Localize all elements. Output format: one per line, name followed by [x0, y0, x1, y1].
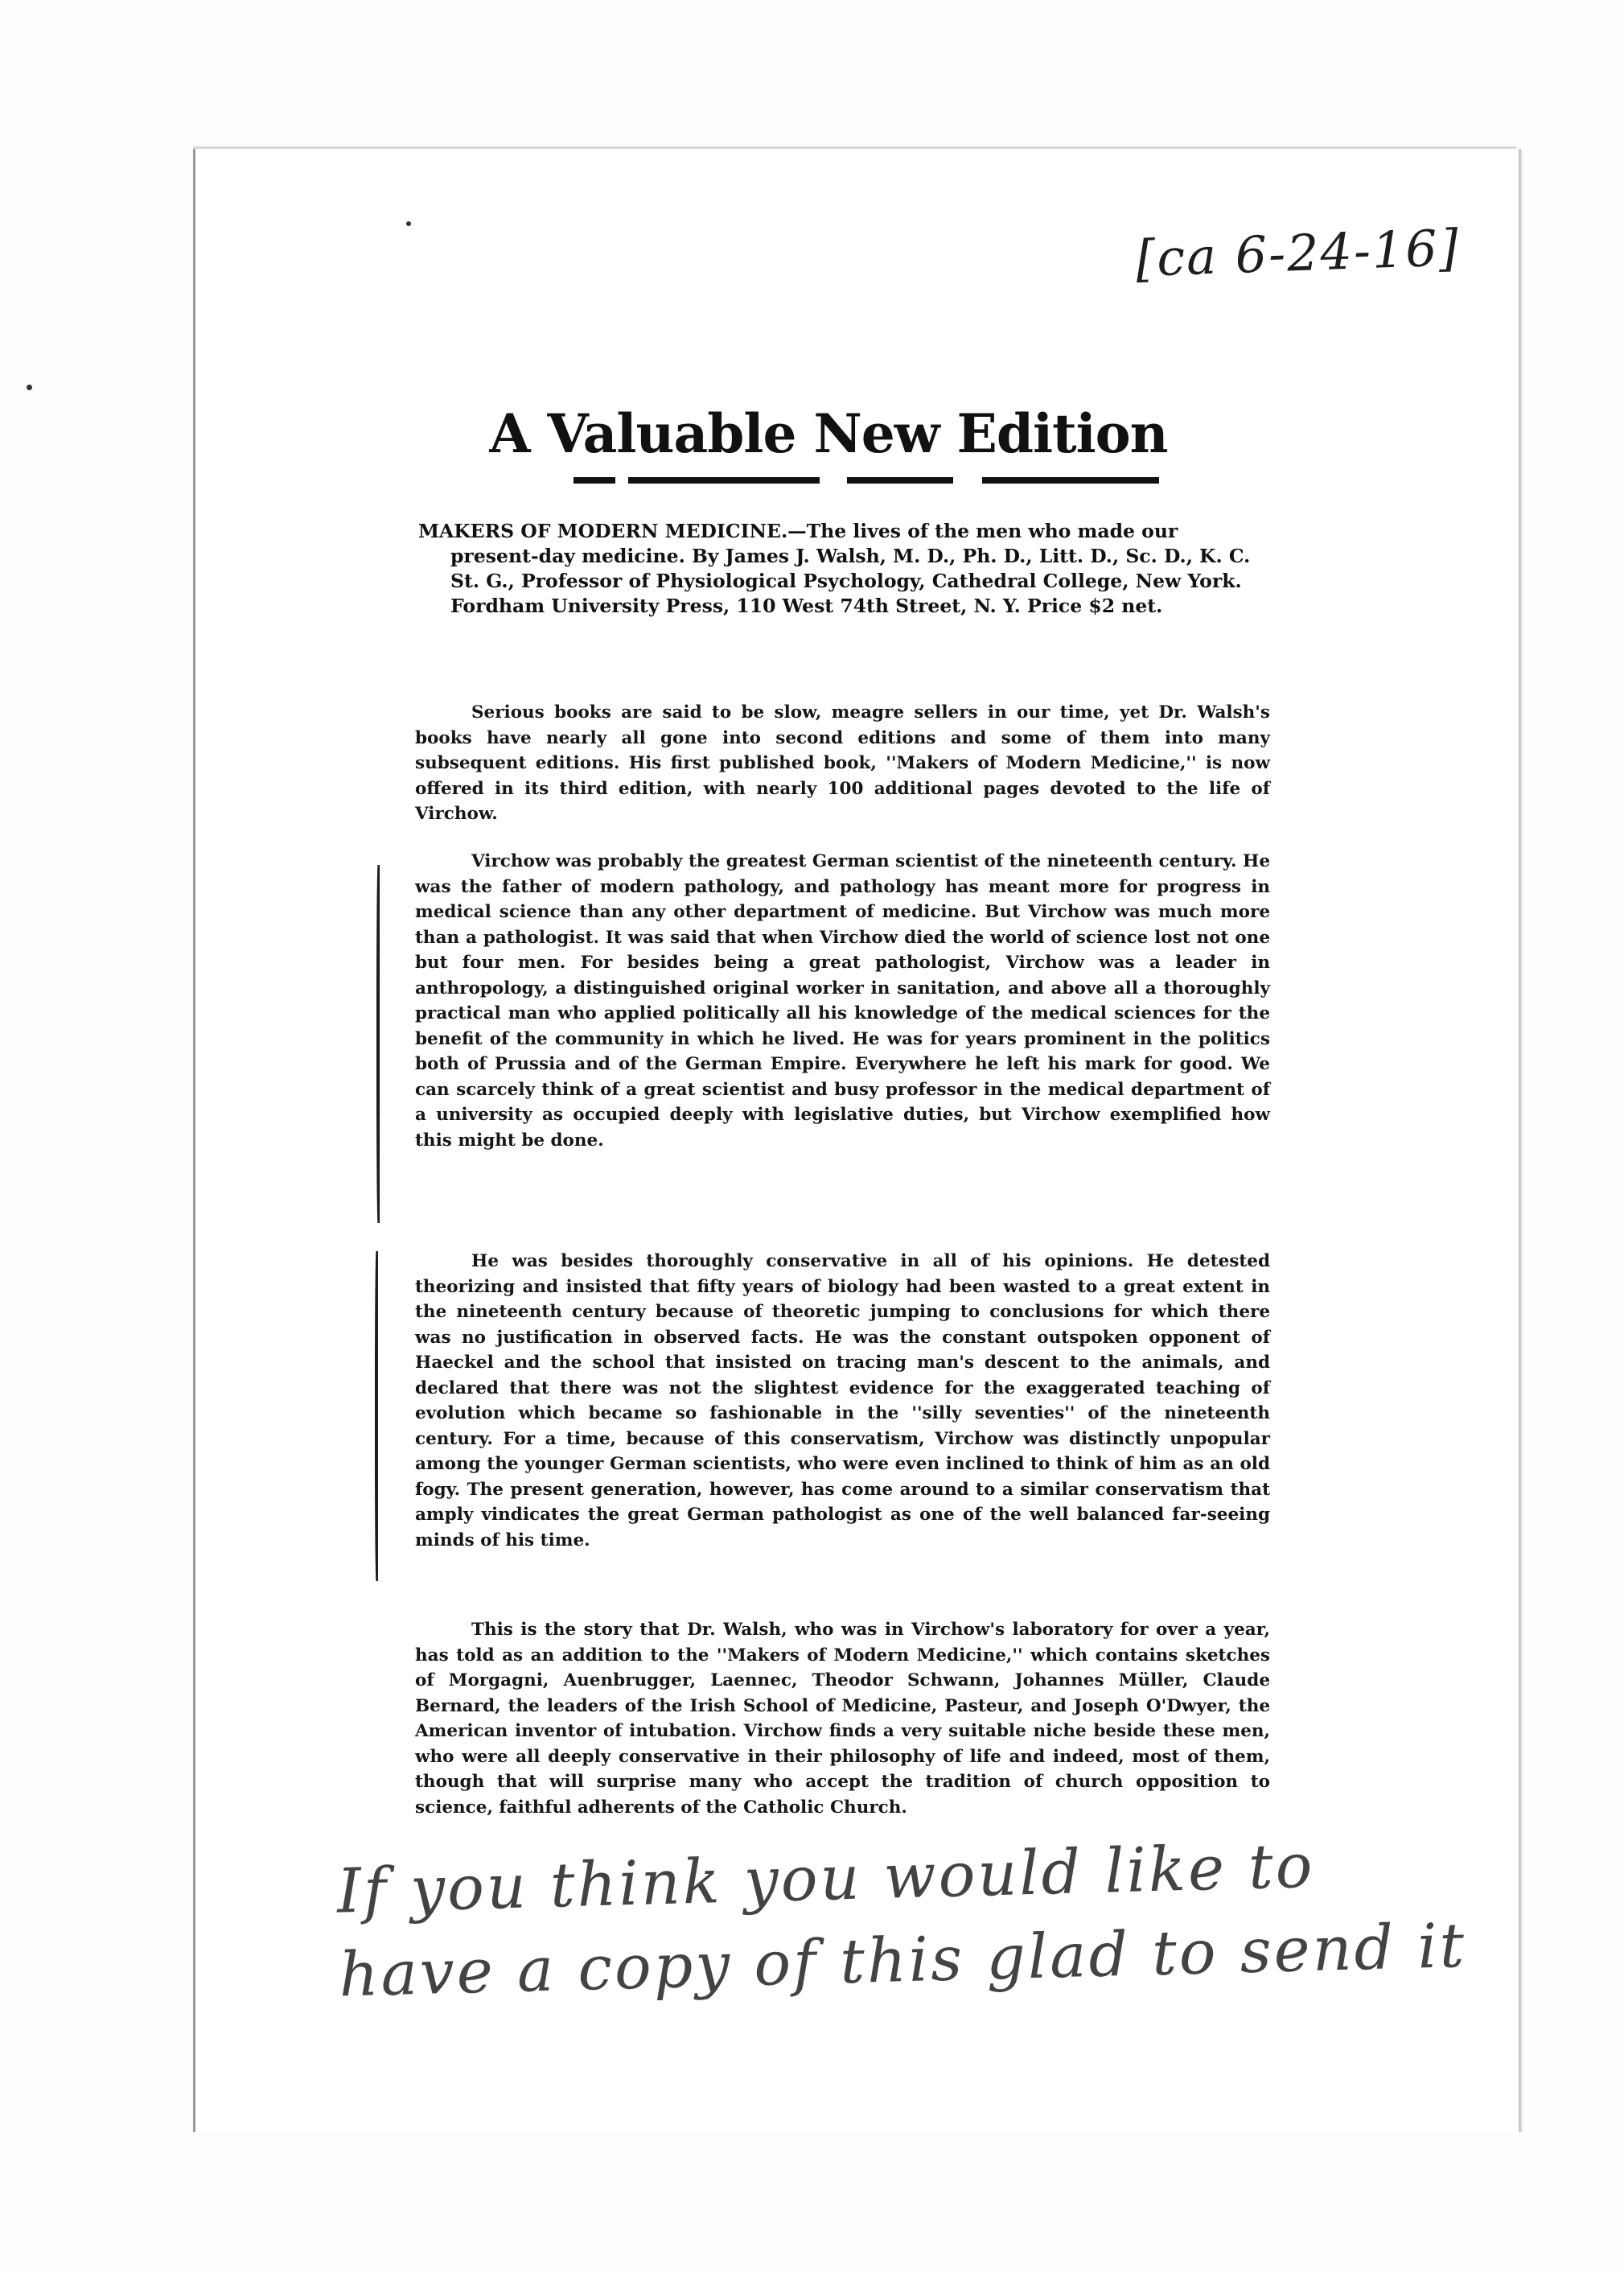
paragraph: This is the story that Dr. Walsh, who was in Virchow's laboratory for over a year, has told as an addition to the ''Makers of Modern Medicine,'' which contains sketches of Morgagni, Auenbrugger, Laennec, Theodor Schwann, Johannes Müller, Claude Bernard, the leaders of the Irish School of Medicine, Pasteur, and Joseph O'Dwyer, the American inventor of intubation. Virchow finds a very suitable niche beside these men, who were all deeply conservative in their philosophy of life and indeed, most of them, though that will surprise many who accept the tradition of church opposition to science, faithful adherents of the Catholic Church. [415, 1620, 1270, 1818]
paragraph: He was besides thoroughly conservative in all of his opinions. He detested theorizing and insisted that fifty years of biology had been wasted to a great extent in the nineteenth century because of theoretic jumping to conclusions for which there was no justification in observed facts. He was the constant outspoken opponent of Haeckel and the school that insisted on tracing man's descent to the animals, and declared that there was not the slightest evidence for the exaggerated teaching of evolution which became so fashionable in the ''silly seventies'' of the nineteenth century. For a time, because of this conservatism, Virchow was distinctly unpopular among the younger German scientists, who were even inclined to think of him as an old fogy. The present generation, however, has come around to a similar conservatism that amply vindicates the great German pathologist as one of the well balanced far-seeing minds of his time. [415, 1251, 1270, 1550]
handwritten-note: If you think you would like to have a copy of this glad to send it [335, 1829, 1468, 2011]
title-underline [628, 477, 820, 484]
paragraph: Virchow was probably the greatest German scientist of the nineteenth century. He was the father of modern pathology, and pathology has meant more for progress in medical science than any other department of medicine. But Virchow was much more than a pathologist. It was said that when Virchow died the world of science lost not one but four men. For besides being a great pathologist, Virchow was a leader in anthropology, a distinguished original worker in sanitation, and above all a thoroughly practical man who applied politically all his knowledge of the medical sciences for the benefit of the community in which he lived. He was for years prominent in the politics both of Prussia and of the German Empire. Everywhere he left his mark for good. We can scarcely think of a great scientist and busy professor in the medical department of a university as occupied deeply with legislative duties, but Virchow exemplified how this might be done. [415, 851, 1270, 1151]
speck [406, 221, 411, 226]
margin-mark [376, 865, 380, 1223]
paragraph: Serious books are said to be slow, meagre sellers in our time, yet Dr. Walsh's books have nearly all gone into second editions and some of them into many subsequent editions. His first published book, ''Makers of Modern Medicine,'' is now offered in its third edition, with nearly 100 additional pages devoted to the life of Virchow. [415, 702, 1270, 824]
title-underline [574, 477, 615, 484]
article-body [415, 849, 1270, 1153]
title-underline [982, 477, 1159, 484]
book-citation: MAKERS OF MODERN MEDICINE.—The lives of the men who made our present-day medicine. By James J. Walsh, M. D., Ph. D., Litt. D., Sc. D., K. C. St. G., Professor of Physiological Psychology, Cathedral College, New York. Fordham University Press, 110 West 74th Street, N. Y. Price $2 net. [418, 520, 1251, 617]
margin-mark [375, 1251, 378, 1581]
page-title: A Valuable New Edition [489, 402, 1168, 465]
article-body [415, 1249, 1270, 1553]
speck [27, 385, 32, 390]
handwritten-reference: [ca 6-24-16] [1134, 217, 1462, 289]
article-body [415, 1617, 1270, 1820]
title-underline [847, 477, 953, 484]
article-body [415, 700, 1270, 827]
